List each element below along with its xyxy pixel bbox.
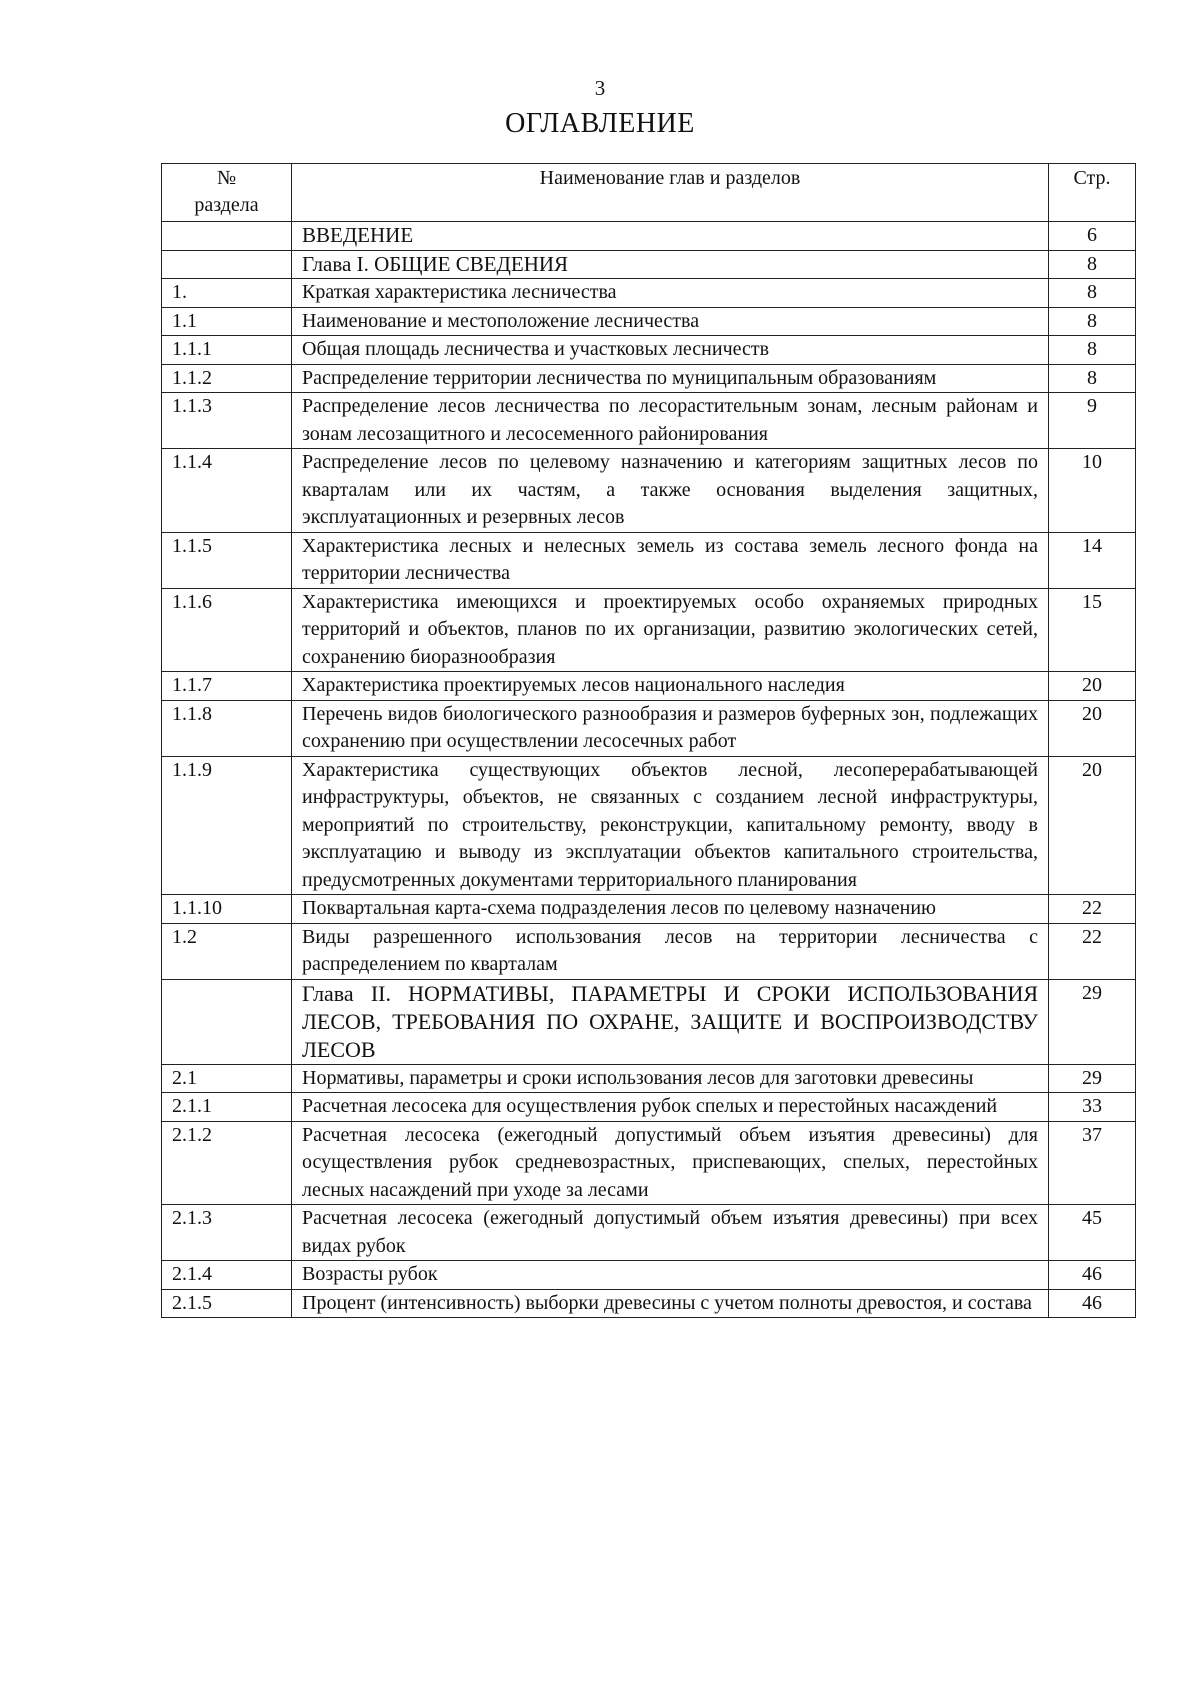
table-row [162, 449, 1136, 533]
table-row [162, 923, 1136, 979]
section-title-cell: Характеристика имеющихся и проектируемых особо охраняемых природных территорий и объектов, планов по их организации, развитию экологических сетей, сохранению биоразнообразия [292, 588, 1049, 672]
page-number-cell: 8 [1049, 250, 1136, 279]
section-number-cell: 1.1.8 [162, 700, 292, 756]
section-title-cell: Нормативы, параметры и сроки использования лесов для заготовки древесины [292, 1064, 1049, 1093]
page-number-cell: 8 [1049, 364, 1136, 393]
table-of-contents [161, 163, 1136, 1318]
page-number-cell: 22 [1049, 923, 1136, 979]
column-header-title: Наименование глав и разделов [292, 164, 1049, 222]
table-row [162, 588, 1136, 672]
page-number-cell: 37 [1049, 1121, 1136, 1205]
section-number-cell: 2.1.2 [162, 1121, 292, 1205]
section-number-cell: 1.1.2 [162, 364, 292, 393]
section-title-cell: Общая площадь лесничества и участковых лесничеств [292, 336, 1049, 365]
table-row [162, 279, 1136, 308]
page-number-cell: 33 [1049, 1093, 1136, 1122]
section-number-cell: 1.1.1 [162, 336, 292, 365]
section-title-cell: Расчетная лесосека (ежегодный допустимый объем изъятия древесины) при всех видах рубок [292, 1205, 1049, 1261]
section-number-cell: 1. [162, 279, 292, 308]
table-row [162, 1121, 1136, 1205]
section-title-cell: Глава I. ОБЩИЕ СВЕДЕНИЯ [292, 250, 1049, 279]
section-title-cell: Процент (интенсивность) выборки древесины с учетом полноты древостоя, и состава [292, 1289, 1049, 1318]
table-row [162, 1064, 1136, 1093]
section-number-cell: 1.1.10 [162, 895, 292, 924]
section-title-cell: Глава II. НОРМАТИВЫ, ПАРАМЕТРЫ И СРОКИ ИСПОЛЬЗОВАНИЯ ЛЕСОВ, ТРЕБОВАНИЯ ПО ОХРАНЕ, ЗАЩИТЕ И ВОСПРОИЗВОДСТВУ ЛЕСОВ [292, 979, 1049, 1064]
section-title-cell: Характеристика лесных и нелесных земель из состава земель лесного фонда на территории лесничества [292, 532, 1049, 588]
section-number-cell: 2.1.4 [162, 1261, 292, 1290]
section-title-cell: Характеристика проектируемых лесов национального наследия [292, 672, 1049, 701]
page-number-cell: 15 [1049, 588, 1136, 672]
table-row [162, 336, 1136, 365]
table-header-row [162, 164, 1136, 222]
section-number-cell: 2.1.5 [162, 1289, 292, 1318]
table-row [162, 222, 1136, 251]
section-title-cell: Распределение лесов лесничества по лесорастительным зонам, лесным районам и зонам лесозащитного и лесосеменного районирования [292, 393, 1049, 449]
section-number-cell: 1.1.3 [162, 393, 292, 449]
section-title-cell: Возрасты рубок [292, 1261, 1049, 1290]
page-number-cell: 8 [1049, 279, 1136, 308]
section-title-cell: Виды разрешенного использования лесов на территории лесничества с распределением по кварталам [292, 923, 1049, 979]
section-number-cell: 1.2 [162, 923, 292, 979]
section-title-cell: Расчетная лесосека для осуществления рубок спелых и перестойных насаждений [292, 1093, 1049, 1122]
page-number-cell: 46 [1049, 1261, 1136, 1290]
section-title-cell: Характеристика существующих объектов лесной, лесоперерабатывающей инфраструктуры, объектов, не связанных с созданием лесной инфраструктуры, мероприятий по строительству, реконструкции, капитальному ремонту, вводу в эксплуатацию и выводу из эксплуатации объектов капитального строительства, предусмотренных документами территориального планирования [292, 756, 1049, 895]
page-number-cell: 29 [1049, 979, 1136, 1064]
page-number-cell: 8 [1049, 307, 1136, 336]
section-number-cell: 2.1.1 [162, 1093, 292, 1122]
column-header-section-number [162, 164, 292, 222]
page-number-cell: 20 [1049, 756, 1136, 895]
page-number-cell: 9 [1049, 393, 1136, 449]
table-row [162, 895, 1136, 924]
table-row [162, 1261, 1136, 1290]
section-title-cell: Перечень видов биологического разнообразия и размеров буферных зон, подлежащих сохранению при осуществлении лесосечных работ [292, 700, 1049, 756]
table-row [162, 393, 1136, 449]
section-number-cell: 1.1.6 [162, 588, 292, 672]
section-number-cell: 1.1 [162, 307, 292, 336]
section-number-cell [162, 979, 292, 1064]
section-title-cell: Распределение лесов по целевому назначению и категориям защитных лесов по кварталам или их частям, а также основания выделения защитных, эксплуатационных и резервных лесов [292, 449, 1049, 533]
section-number-cell [162, 222, 292, 251]
section-title-cell: Краткая характеристика лесничества [292, 279, 1049, 308]
page-number-cell: 8 [1049, 336, 1136, 365]
page-number-cell: 6 [1049, 222, 1136, 251]
section-number-cell: 2.1.3 [162, 1205, 292, 1261]
section-title-cell: Распределение территории лесничества по муниципальным образованиям [292, 364, 1049, 393]
section-title-cell: Поквартальная карта-схема подразделения лесов по целевому назначению [292, 895, 1049, 924]
table-row [162, 1093, 1136, 1122]
section-number-cell: 1.1.7 [162, 672, 292, 701]
page-number-cell: 20 [1049, 700, 1136, 756]
table-row [162, 1205, 1136, 1261]
section-number-cell: 1.1.5 [162, 532, 292, 588]
table-row [162, 979, 1136, 1064]
page-number-cell: 10 [1049, 449, 1136, 533]
section-title-cell: Расчетная лесосека (ежегодный допустимый объем изъятия древесины) для осуществления рубок средневозрастных, приспевающих, спелых, перестойных лесных насаждений при уходе за лесами [292, 1121, 1049, 1205]
page-number-cell: 46 [1049, 1289, 1136, 1318]
toc-body [162, 222, 1136, 1318]
page-number-cell: 29 [1049, 1064, 1136, 1093]
page-number-cell: 20 [1049, 672, 1136, 701]
table-row [162, 1289, 1136, 1318]
table-row [162, 700, 1136, 756]
page-number-cell: 14 [1049, 532, 1136, 588]
table-row [162, 672, 1136, 701]
section-title-cell: ВВЕДЕНИЕ [292, 222, 1049, 251]
table-row [162, 250, 1136, 279]
section-number-cell: 1.1.9 [162, 756, 292, 895]
column-header-number-label: № раздела [194, 167, 259, 216]
section-title-cell: Наименование и местоположение лесничества [292, 307, 1049, 336]
section-number-cell: 2.1 [162, 1064, 292, 1093]
table-row [162, 307, 1136, 336]
section-number-cell [162, 250, 292, 279]
page-number-cell: 45 [1049, 1205, 1136, 1261]
table-row [162, 756, 1136, 895]
document-title: ОГЛАВЛЕНИЕ [505, 108, 695, 139]
table-row [162, 364, 1136, 393]
page-number-cell: 22 [1049, 895, 1136, 924]
column-header-page: Стр. [1049, 164, 1136, 222]
section-number-cell: 1.1.4 [162, 449, 292, 533]
table-row [162, 532, 1136, 588]
page-number: 3 [594, 76, 606, 100]
